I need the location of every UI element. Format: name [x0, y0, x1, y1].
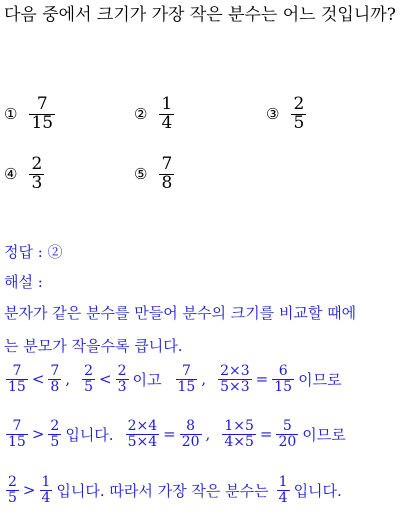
fraction: $\frac{2}{5}$ — [84, 363, 94, 395]
comma: , — [205, 425, 211, 444]
explanation-label: 해설 : — [4, 273, 43, 291]
fraction: $\frac{1\times 5}{4\times 5}$ — [224, 418, 254, 450]
fraction: $\frac{7}{8}$ — [50, 363, 60, 395]
explanation-line-2: 는 분모가 작을수록 큽니다. — [4, 337, 183, 355]
fraction: $\frac{7}{15}$ — [177, 363, 196, 395]
comma: , — [65, 370, 71, 389]
option-5-mark: ⑤ — [134, 165, 148, 184]
option-5-fraction: $\frac{7}{8}$ — [161, 154, 173, 193]
fraction: $\frac{2}{5}$ — [50, 418, 60, 450]
option-1[interactable] — [4, 96, 57, 133]
option-2[interactable] — [134, 96, 176, 133]
text-end: 입니다. — [293, 481, 342, 500]
equals-sign: = — [255, 370, 269, 389]
comma: , — [201, 370, 207, 389]
fraction: $\frac{8}{20}$ — [181, 418, 200, 450]
fraction: $\frac{2\times 4}{5\times 4}$ — [127, 418, 158, 450]
option-2-fraction: $\frac{1}{4}$ — [161, 94, 173, 133]
greater-than-sign: > — [31, 425, 45, 444]
option-3-fraction: $\frac{2}{5}$ — [293, 94, 305, 133]
text-imeuro: 이므로 — [298, 370, 342, 389]
text-ipnida: 입니다. — [65, 425, 114, 444]
fraction: $\frac{5}{20}$ — [278, 418, 297, 450]
option-2-mark: ② — [134, 105, 148, 124]
explanation-line-1: 분자가 같은 분수를 만들어 분수의 크기를 비교할 때에 — [4, 304, 357, 322]
greater-than-sign: > — [22, 481, 36, 500]
question-text: 다음 중에서 크기가 가장 작은 분수는 어느 것입니까? — [4, 5, 396, 25]
equals-sign: = — [163, 425, 176, 444]
text-conclusion: 입니다. 따라서 가장 작은 분수는 — [56, 481, 269, 500]
fraction: $\frac{7}{15}$ — [8, 363, 26, 395]
text-imeuro: 이므로 — [302, 425, 346, 444]
option-3[interactable] — [266, 96, 308, 133]
option-1-mark: ① — [4, 105, 18, 124]
less-than-sign: < — [99, 370, 112, 389]
less-than-sign: < — [31, 370, 45, 389]
fraction: $\frac{1}{4}$ — [278, 474, 288, 506]
math-line-3 — [4, 475, 344, 505]
fraction: $\frac{2\times 3}{5\times 3}$ — [220, 363, 250, 395]
fraction: $\frac{6}{15}$ — [274, 363, 293, 395]
equals-sign: = — [259, 425, 273, 444]
option-4-fraction: $\frac{2}{3}$ — [31, 154, 43, 193]
math-line-1 — [4, 364, 344, 394]
math-line-2 — [4, 419, 348, 449]
text-iigo: 이고 — [132, 370, 162, 389]
fraction: $\frac{2}{3}$ — [117, 363, 127, 395]
option-4-mark: ④ — [4, 165, 18, 184]
answer-label: 정답 : ② — [4, 243, 63, 261]
fraction: $\frac{2}{5}$ — [8, 474, 17, 506]
option-4[interactable] — [4, 156, 46, 193]
fraction: $\frac{7}{15}$ — [8, 418, 26, 450]
option-3-mark: ③ — [266, 105, 280, 124]
option-1-fraction: $\frac{7}{15}$ — [31, 94, 54, 133]
fraction: $\frac{1}{4}$ — [41, 474, 51, 506]
option-5[interactable] — [134, 156, 176, 193]
